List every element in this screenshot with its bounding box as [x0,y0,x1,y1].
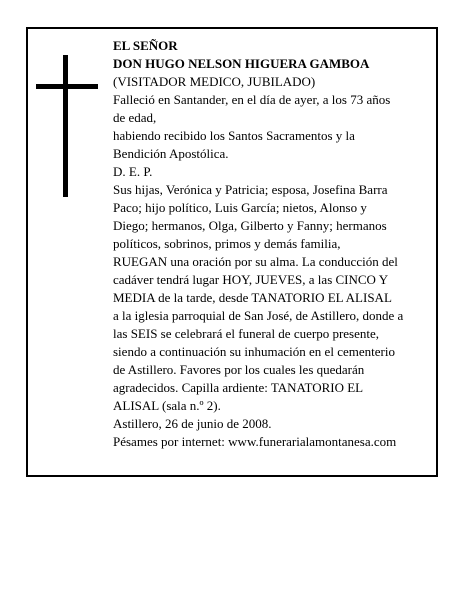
death-statement-line-2: de edad, [113,110,157,125]
condolences-website: Pésames por internet: www.funerarialamontanesa.com [113,434,397,449]
request-line: MEDIA de la tarde, desde TANATORIO EL ALISAL [113,290,392,305]
deceased-occupation: (VISITADOR MEDICO, JUBILADO) [113,74,316,89]
sacraments-line-1: habiendo recibido los Santos Sacramentos y la [113,128,355,143]
family-line: Diego; hermanos, Olga, Gilberto y Fanny; hermanos [113,218,387,233]
family-line: políticos, sobrinos, primos y demás familia, [113,236,341,251]
request-line: siendo a continuación su inhumación en el cementerio [113,344,395,359]
notice-title: EL SEÑOR [113,38,178,53]
request-line: agradecidos. Capilla ardiente: TANATORIO EL [113,380,364,395]
request-line: las SEIS se celebrará el funeral de cuerpo presente, [113,326,380,341]
cross-horizontal-bar [36,84,98,89]
sacraments-line-2: Bendición Apostólica. [113,146,229,161]
cross-icon [36,55,98,197]
place-date: Astillero, 26 de junio de 2008. [113,416,272,431]
request-line: cadáver tendrá lugar HOY, JUEVES, a las CINCO Y [113,272,389,287]
deceased-name: DON HUGO NELSON HIGUERA GAMBOA [113,56,370,71]
family-line: Paco; hijo político, Luis García; nietos, Alonso y [113,200,367,215]
request-line: ALISAL (sala n.º 2). [113,398,221,413]
request-line: a la iglesia parroquial de San José, de Astillero, donde a [113,308,404,323]
rip-text: D. E. P. [113,164,153,179]
cross-vertical-bar [63,55,68,197]
request-line: RUEGAN una oración por su alma. La conducción del [113,254,398,269]
obituary-text [113,37,425,451]
family-line: Sus hijas, Verónica y Patricia; esposa, Josefina Barra [113,182,388,197]
request-line: de Astillero. Favores por los cuales les quedarán [113,362,365,377]
death-statement-line-1: Falleció en Santander, en el día de ayer, a los 73 años [113,92,391,107]
